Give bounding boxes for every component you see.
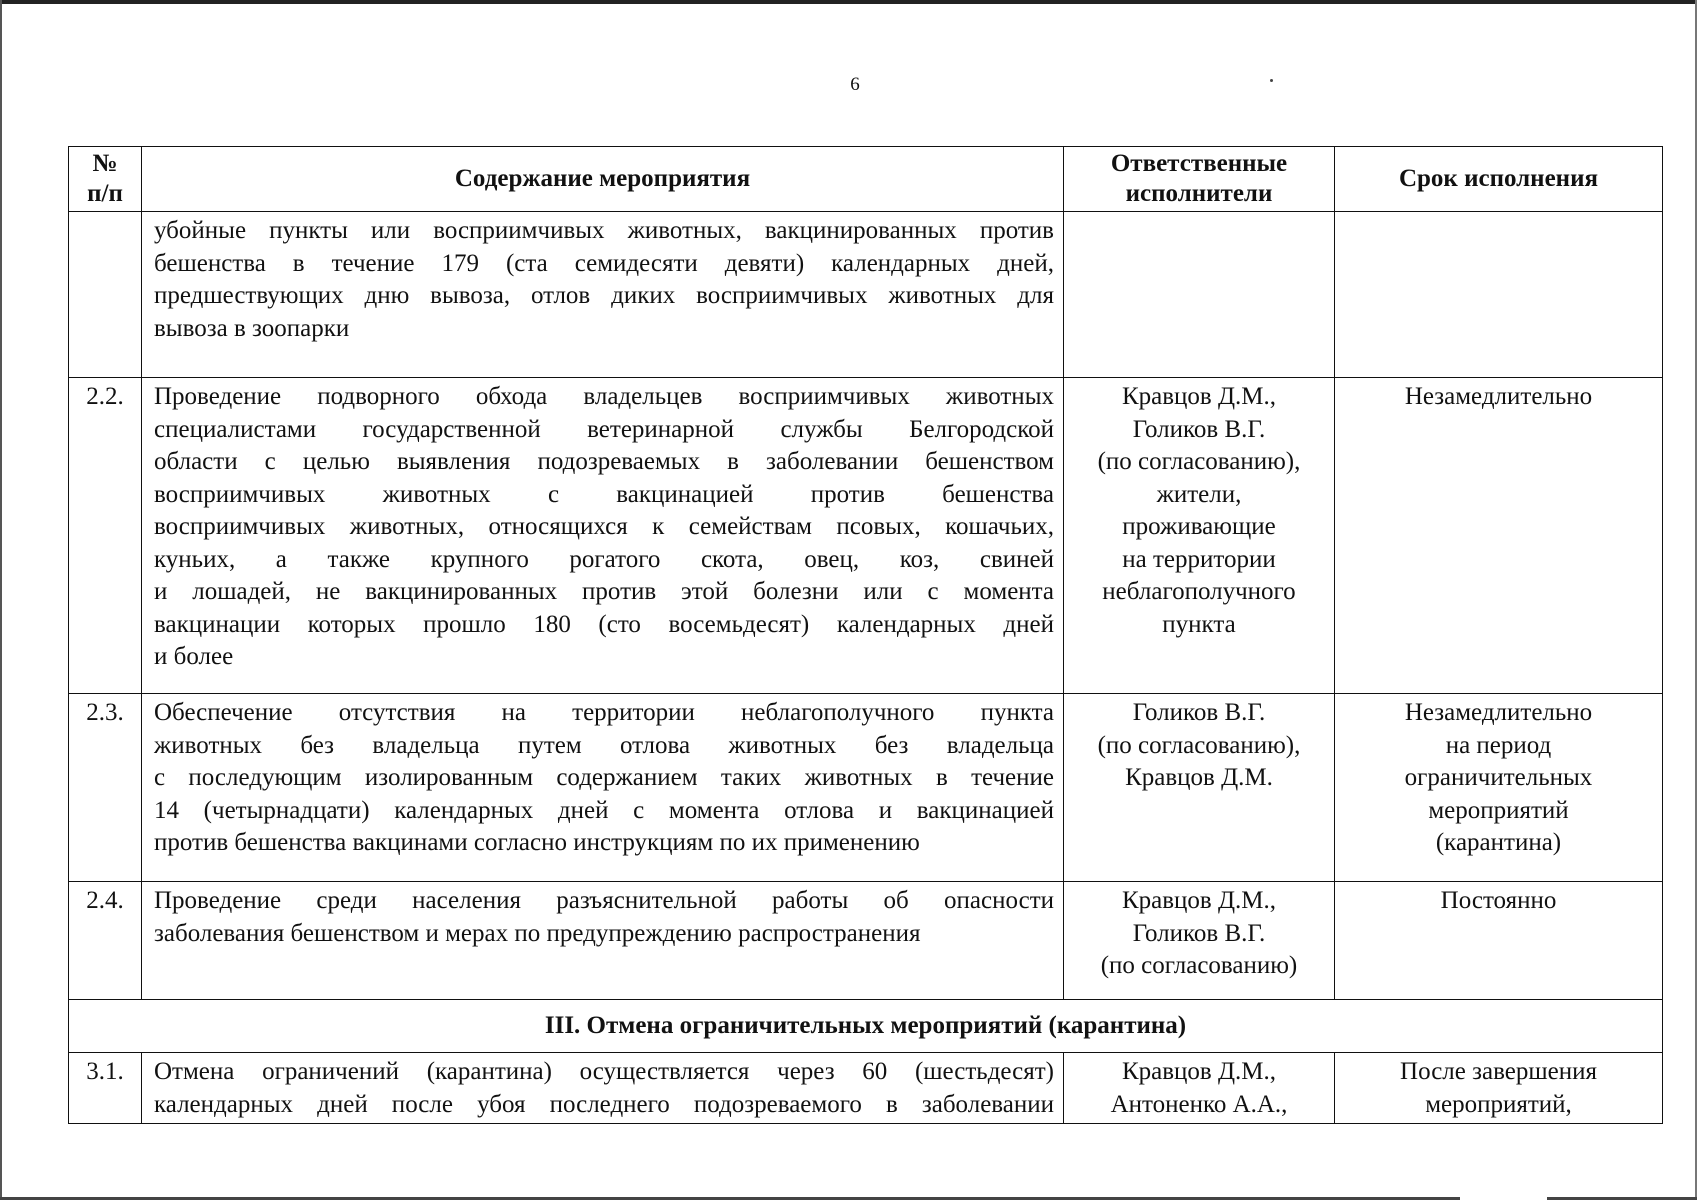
executor-line: неблагополучного <box>1102 578 1296 605</box>
executor-line: жители, <box>1156 480 1242 508</box>
content-line: Проведение подворного обхода владельцев восприимчивых животных <box>154 383 1054 410</box>
row-content <box>142 378 1064 694</box>
row-number: 2.4. <box>69 882 142 1000</box>
row-content <box>142 212 1064 378</box>
header-content <box>142 147 1064 212</box>
header-deadline-label: Срок исполнения <box>1398 165 1599 192</box>
row-deadline <box>1335 378 1663 694</box>
deadline-line: ограничительных <box>1404 764 1593 791</box>
deadline-line: мероприятий <box>1428 796 1569 824</box>
executor-line: пункта <box>1162 610 1236 638</box>
scan-border-left <box>0 0 2 1200</box>
row-deadline <box>1335 694 1663 882</box>
executor-line: (по согласованию), <box>1097 448 1301 475</box>
header-executors-line: Ответственные <box>1110 150 1288 177</box>
content-line: предшествующих дню вывоза, отлов диких восприимчивых животных для <box>154 282 1054 309</box>
row-deadline <box>1335 1053 1663 1124</box>
table-row <box>69 378 1663 694</box>
content-line: восприимчивых животных с вакцинацией против бешенства <box>154 480 1054 508</box>
page-number: 6 <box>850 74 860 95</box>
executor-line: Кравцов Д.М., <box>1121 1058 1277 1085</box>
executor-line: Кравцов Д.М., <box>1121 887 1277 914</box>
row-executors <box>1064 212 1335 378</box>
table-row <box>69 694 1663 882</box>
scan-border-top <box>0 0 1697 4</box>
content-line: вывоза в зоопарки <box>154 314 350 342</box>
deadline-line: Постоянно <box>1440 887 1557 914</box>
header-executors <box>1064 147 1335 212</box>
content-line: против бешенства вакцинами согласно инструкциям по их применению <box>154 829 920 856</box>
executor-line: (по согласованию), <box>1097 731 1301 759</box>
deadline-line: После завершения <box>1400 1058 1597 1085</box>
row-executors <box>1064 1053 1335 1124</box>
row-content <box>142 694 1064 882</box>
executor-line: (по согласованию) <box>1100 952 1298 979</box>
deadline-line: Незамедлительно <box>1404 699 1593 726</box>
content-line: области с целью выявления подозреваемых в заболевании бешенством <box>154 448 1054 475</box>
table-header-row <box>69 147 1663 212</box>
section-title: III. Отмена ограничительных мероприятий (карантина) <box>69 1000 1663 1053</box>
row-number: 2.2. <box>69 378 142 694</box>
content-line: восприимчивых животных, относящихся к семействам псовых, кошачьих, <box>154 513 1054 540</box>
section-row <box>69 1000 1663 1053</box>
content-line: и лошадей, не вакцинированных против этой болезни или с момента <box>154 578 1054 605</box>
header-number-line: п/п <box>87 180 123 207</box>
content-line: специалистами государственной ветеринарной службы Белгородской <box>154 415 1054 443</box>
header-deadline <box>1335 147 1663 212</box>
content-line: с последующим изолированным содержанием таких животных в течение <box>154 764 1054 791</box>
row-content <box>142 882 1064 1000</box>
content-line: убойные пункты или восприимчивых животных, вакцинированных против <box>154 217 1054 244</box>
header-content-label: Содержание мероприятия <box>454 165 751 192</box>
executor-line: проживающие <box>1122 513 1276 540</box>
executor-line: Кравцов Д.М. <box>1125 764 1273 791</box>
executor-line: на территории <box>1122 545 1276 573</box>
executor-line: Голиков В.Г. <box>1132 415 1266 443</box>
deadline-line: мероприятий, <box>1425 1090 1572 1118</box>
deadline-line: Незамедлительно <box>1404 383 1593 410</box>
content-line: и более <box>154 643 234 670</box>
row-executors <box>1064 882 1335 1000</box>
executor-line: Голиков В.Г. <box>1132 699 1266 726</box>
table-row <box>69 1053 1663 1124</box>
content-line: Проведение среди населения разъяснительной работы об опасности <box>154 887 1054 914</box>
content-line: бешенства в течение 179 (ста семидесяти девяти) календарных дней, <box>154 249 1054 277</box>
content-line: календарных дней после убоя последнего подозреваемого в заболевании <box>154 1090 1054 1118</box>
table-row <box>69 882 1663 1000</box>
header-executors-line: исполнители <box>1125 180 1273 207</box>
row-executors <box>1064 378 1335 694</box>
table-row <box>69 212 1663 378</box>
row-number: 2.3. <box>69 694 142 882</box>
row-content <box>142 1053 1064 1124</box>
content-line: Отмена ограничений (карантина) осуществляется через 60 (шестьдесят) <box>154 1058 1054 1085</box>
row-number: 3.1. <box>69 1053 142 1124</box>
content-line: Обеспечение отсутствия на территории неблагополучного пункта <box>154 699 1054 726</box>
executor-line: Антоненко А.А., <box>1110 1090 1288 1118</box>
deadline-line: (карантина) <box>1435 829 1562 856</box>
row-executors <box>1064 694 1335 882</box>
deadline-line: на период <box>1445 731 1552 759</box>
executor-line: Кравцов Д.М., <box>1121 383 1277 410</box>
header-number-line: № <box>92 150 118 177</box>
content-line: вакцинации которых прошло 180 (сто восемьдесят) календарных дней <box>154 610 1054 638</box>
content-line: животных без владельца путем отлова животных без владельца <box>154 731 1054 759</box>
executor-line: Голиков В.Г. <box>1132 919 1266 947</box>
content-line: заболевания бешенством и мерах по предупреждению распространения <box>154 919 921 947</box>
measures-table <box>68 146 1663 1124</box>
row-deadline <box>1335 212 1663 378</box>
content-line: куньих, а также крупного рогатого скота, овец, коз, свиней <box>154 545 1054 573</box>
row-number <box>69 212 142 378</box>
content-line: 14 (четырнадцати) календарных дней с момента отлова и вакцинацией <box>154 796 1054 824</box>
row-deadline <box>1335 882 1663 1000</box>
header-number <box>69 147 142 212</box>
